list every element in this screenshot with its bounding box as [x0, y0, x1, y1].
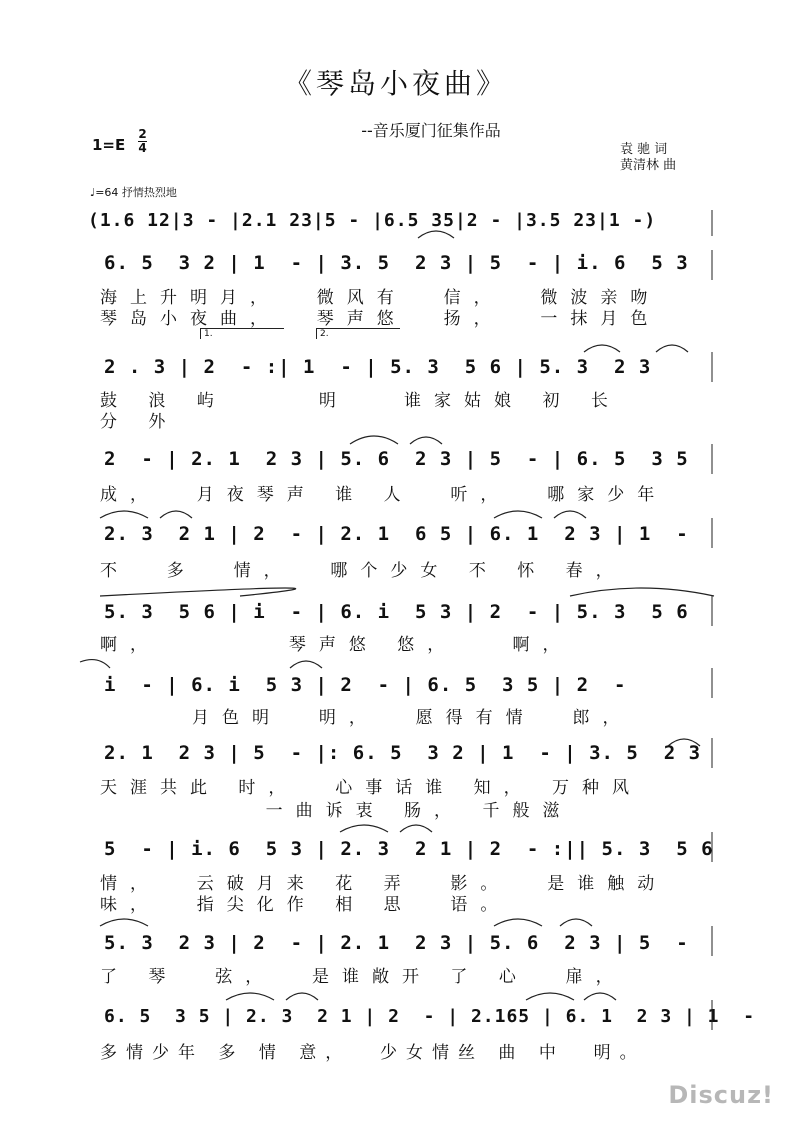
- lyrics-row-10: 多情少年 多 情 意， 少女情丝 曲 中 明。: [100, 1043, 646, 1063]
- notation-row-4: 2. 3 2 1 | 2 - | 2. 1 6 5 | 6. 1 2 3 | 1 -: [104, 523, 689, 545]
- time-top: 2: [138, 127, 147, 141]
- lyrics-row-7-verse-1: 天涯共此 时， 心事话谁 知， 万种风: [100, 778, 643, 798]
- page-title: 《琴岛小夜曲》: [283, 67, 508, 100]
- tempo-marking: ♩=64 抒情热烈地: [90, 186, 177, 199]
- notation-row-5: 5. 3 5 6 | i - | 6. i 5 3 | 2 - | 5. 3 5 6: [104, 601, 689, 623]
- notation-row-6: i - | 6. i 5 3 | 2 - | 6. 5 3 5 | 2 -: [104, 674, 627, 696]
- notation-row-8: 5 - | i. 6 5 3 | 2. 3 2 1 | 2 - :|| 5. 3 5 6: [104, 838, 714, 860]
- lyrics-row-9: 了 琴 弦， 是谁敞开 了 心 扉，: [100, 967, 626, 987]
- first-ending: 1.: [200, 328, 284, 339]
- notation-row-1: 6. 5 3 2 | 1 - | 3. 5 2 3 | 5 - | i. 6 5 3: [104, 252, 689, 274]
- notation-row-10: 6. 5 3 5 | 2. 3 2 1 | 2 - | 2.165 | 6. 1 2 3 | 1 -: [104, 1006, 756, 1027]
- lyrics-row-1-verse-1: 海上升明月， 微风有 信， 微波亲吻: [100, 288, 661, 308]
- notation-row-7: 2. 1 2 3 | 5 - |: 6. 5 3 2 | 1 - | 3. 5 2 3: [104, 742, 702, 764]
- lyrics-row-3: 成， 月夜琴声 谁 人 听， 哪家少年: [100, 485, 668, 505]
- lyrics-row-6: 月色明 明， 愿得有情 郎，: [100, 708, 633, 728]
- lyrics-row-5: 啊， 琴声悠 悠， 啊，: [100, 635, 573, 655]
- notation-row-2: 2 . 3 | 2 - :| 1 - | 5. 3 5 6 | 5. 3 2 3: [104, 356, 652, 378]
- notation-row-9: 5. 3 2 3 | 2 - | 2. 1 2 3 | 5. 6 2 3 | 5 -: [104, 932, 689, 954]
- lyricist: 袁 驰 词: [620, 142, 668, 157]
- lyrics-row-1-verse-2: 琴岛小夜曲， 琴声悠 扬， 一抹月色: [100, 309, 661, 329]
- second-ending: 2.: [316, 328, 400, 339]
- composer: 黄清林 曲: [620, 158, 677, 173]
- subtitle: --音乐厦门征集作品: [361, 121, 501, 140]
- time-bottom: 4: [138, 141, 147, 155]
- lyrics-row-8-verse-1: 情， 云破月来 花 弄 影。 是谁触动: [100, 874, 668, 894]
- lyrics-row-2-verse-2: 分 外: [100, 412, 179, 432]
- lyrics-row-2-verse-1: 鼓 浪 屿 明 谁家姑娘 初 长: [100, 391, 621, 411]
- lyrics-row-8-verse-2: 味， 指尖化作 相 思 语。: [100, 895, 511, 915]
- key-signature: 1=E: [92, 136, 126, 154]
- watermark: Discuz!: [668, 1081, 774, 1109]
- notation-row-3: 2 - | 2. 1 2 3 | 5. 6 2 3 | 5 - | 6. 5 3 5: [104, 448, 689, 470]
- notation-row-intro: (1.6 12|3 - |2.1 23|5 - |6.5 35|2 - |3.5 23|1 -): [88, 210, 657, 231]
- lyrics-row-4: 不 多 情， 哪个少女 不 怀 春，: [100, 561, 626, 581]
- lyrics-row-7-verse-2: 一曲诉衷 肠， 千般滋: [100, 801, 573, 821]
